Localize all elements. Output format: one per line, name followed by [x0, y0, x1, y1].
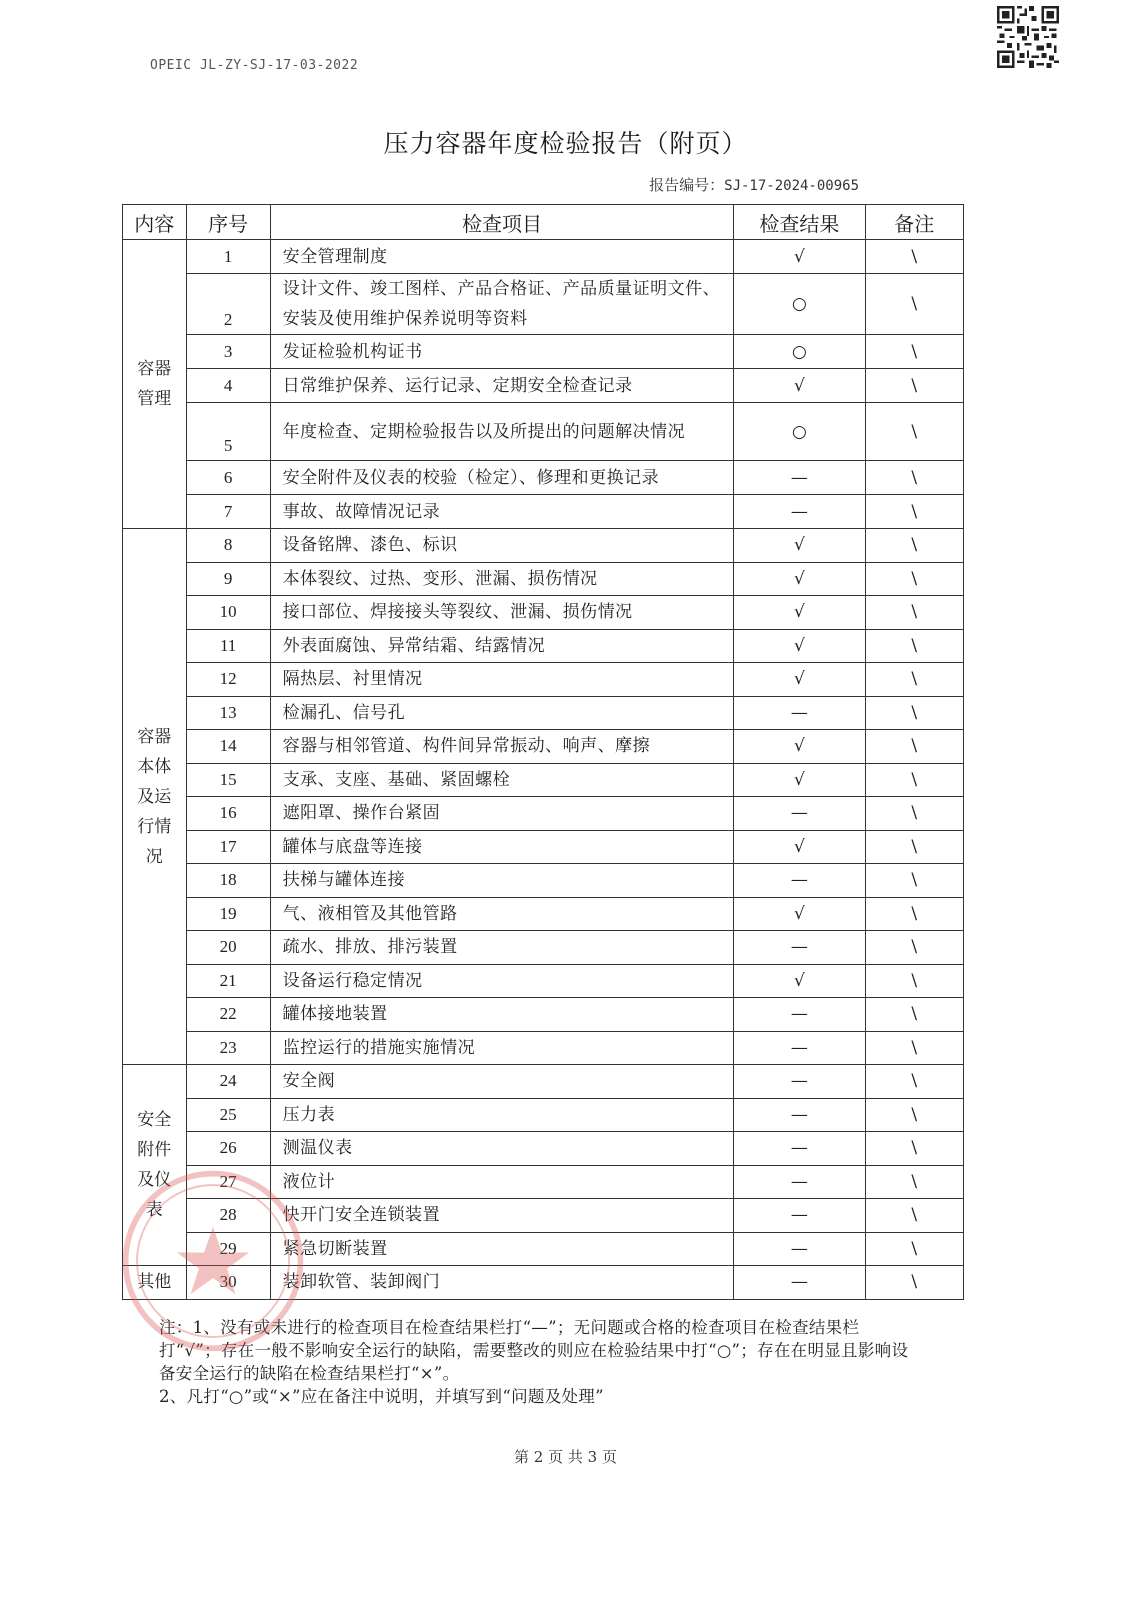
inspection-item: 安全附件及仪表的校验（检定）、修理和更换记录 — [270, 461, 734, 495]
column-header-number: 序号 — [186, 205, 270, 240]
row-number: 8 — [186, 529, 270, 563]
row-number: 28 — [186, 1199, 270, 1233]
row-number: 1 — [186, 240, 270, 274]
inspection-item: 发证检验机构证书 — [270, 335, 734, 369]
remark-cell: \ — [865, 696, 964, 730]
row-number: 22 — [186, 998, 270, 1032]
report-number-label: 报告编号： — [649, 176, 725, 194]
inspection-result: — — [734, 797, 865, 831]
inspection-item: 监控运行的措施实施情况 — [270, 1031, 734, 1065]
inspection-item: 日常维护保养、运行记录、定期安全检查记录 — [270, 369, 734, 403]
inspection-item: 快开门安全连锁装置 — [270, 1199, 734, 1233]
remark-cell: \ — [865, 830, 964, 864]
inspection-result: — — [734, 1031, 865, 1065]
inspection-result: — — [734, 1065, 865, 1099]
inspection-result: √ — [734, 730, 865, 764]
column-header-result: 检查结果 — [734, 205, 865, 240]
inspection-result: √ — [734, 663, 865, 697]
page-number: 第 2 页 共 3 页 — [514, 1448, 617, 1466]
remark-cell: \ — [865, 274, 964, 335]
table-row — [123, 1065, 964, 1099]
row-number: 4 — [186, 369, 270, 403]
remark-cell: \ — [865, 797, 964, 831]
table-row — [123, 562, 964, 596]
row-number: 10 — [186, 596, 270, 630]
inspection-result: √ — [734, 897, 865, 931]
inspection-item: 检漏孔、信号孔 — [270, 696, 734, 730]
inspection-item: 压力表 — [270, 1098, 734, 1132]
inspection-item: 疏水、排放、排污装置 — [270, 931, 734, 965]
note-line-2: 2、凡打“○”或“×”应在备注中说明，并填写到“问题及处理” — [159, 1387, 604, 1406]
row-number: 29 — [186, 1232, 270, 1266]
inspection-result: ○ — [734, 335, 865, 369]
inspection-item: 设备铭牌、漆色、标识 — [270, 529, 734, 563]
inspection-result: ○ — [734, 403, 865, 461]
row-number: 24 — [186, 1065, 270, 1099]
row-number: 30 — [186, 1266, 270, 1300]
inspection-result: √ — [734, 596, 865, 630]
remark-cell: \ — [865, 663, 964, 697]
remark-cell: \ — [865, 335, 964, 369]
inspection-result: ○ — [734, 274, 865, 335]
remark-cell: \ — [865, 864, 964, 898]
row-number: 23 — [186, 1031, 270, 1065]
inspection-item: 本体裂纹、过热、变形、泄漏、损伤情况 — [270, 562, 734, 596]
inspection-result: — — [734, 696, 865, 730]
inspection-item: 支承、支座、基础、紧固螺栓 — [270, 763, 734, 797]
remark-cell: \ — [865, 763, 964, 797]
row-number: 3 — [186, 335, 270, 369]
row-number: 17 — [186, 830, 270, 864]
inspection-result: √ — [734, 369, 865, 403]
remark-cell: \ — [865, 1065, 964, 1099]
table-row — [123, 730, 964, 764]
inspection-item: 液位计 — [270, 1165, 734, 1199]
table-row — [123, 931, 964, 965]
inspection-item: 事故、故障情况记录 — [270, 495, 734, 529]
inspection-item: 紧急切断装置 — [270, 1232, 734, 1266]
page-title: 压力容器年度检验报告（附页） — [383, 129, 748, 158]
remark-cell: \ — [865, 369, 964, 403]
inspection-result: √ — [734, 529, 865, 563]
remark-cell: \ — [865, 1199, 964, 1233]
remark-cell: \ — [865, 1232, 964, 1266]
inspection-result: — — [734, 998, 865, 1032]
remark-cell: \ — [865, 461, 964, 495]
table-row — [123, 763, 964, 797]
table-row — [123, 1199, 964, 1233]
inspection-item: 罐体与底盘等连接 — [270, 830, 734, 864]
row-number: 27 — [186, 1165, 270, 1199]
document-code: OPEIC JL-ZY-SJ-17-03-2022 — [150, 58, 359, 73]
row-number: 15 — [186, 763, 270, 797]
inspection-item: 接口部位、焊接接头等裂纹、泄漏、损伤情况 — [270, 596, 734, 630]
inspection-result: √ — [734, 964, 865, 998]
table-row — [123, 797, 964, 831]
inspection-item: 遮阳罩、操作台紧固 — [270, 797, 734, 831]
row-number: 14 — [186, 730, 270, 764]
remark-cell: \ — [865, 998, 964, 1032]
category-cell: 容器管理 — [123, 240, 187, 529]
inspection-result: — — [734, 1232, 865, 1266]
remark-cell: \ — [865, 1165, 964, 1199]
table-row — [123, 663, 964, 697]
inspection-item: 设计文件、竣工图样、产品合格证、产品质量证明文件、安装及使用维护保养说明等资料 — [270, 274, 734, 335]
inspection-item: 年度检查、定期检验报告以及所提出的问题解决情况 — [270, 403, 734, 461]
table-row — [123, 897, 964, 931]
row-number: 5 — [186, 403, 270, 461]
notes — [159, 1316, 919, 1408]
row-number: 6 — [186, 461, 270, 495]
category-cell: 容器本体及运行情况 — [123, 529, 187, 1065]
qr-code-icon — [997, 6, 1059, 68]
report-number-value: SJ-17-2024-00965 — [724, 178, 859, 194]
table-row — [123, 369, 964, 403]
table-row — [123, 240, 964, 274]
remark-cell: \ — [865, 596, 964, 630]
inspection-result: √ — [734, 629, 865, 663]
inspection-item: 设备运行稳定情况 — [270, 964, 734, 998]
remark-cell: \ — [865, 562, 964, 596]
inspection-item: 外表面腐蚀、异常结霜、结露情况 — [270, 629, 734, 663]
row-number: 12 — [186, 663, 270, 697]
inspection-result: — — [734, 1132, 865, 1166]
remark-cell: \ — [865, 1098, 964, 1132]
inspection-result: √ — [734, 830, 865, 864]
table-row — [123, 335, 964, 369]
table-row — [123, 495, 964, 529]
table-row — [123, 998, 964, 1032]
inspection-result: — — [734, 495, 865, 529]
inspection-item: 容器与相邻管道、构件间异常振动、响声、摩擦 — [270, 730, 734, 764]
row-number: 25 — [186, 1098, 270, 1132]
remark-cell: \ — [865, 1132, 964, 1166]
table-header-row — [123, 205, 964, 240]
inspection-item: 安全管理制度 — [270, 240, 734, 274]
table-row — [123, 461, 964, 495]
remark-cell: \ — [865, 964, 964, 998]
inspection-result: — — [734, 1199, 865, 1233]
category-cell: 安全附件及仪表 — [123, 1065, 187, 1266]
inspection-result: — — [734, 931, 865, 965]
inspection-item: 隔热层、衬里情况 — [270, 663, 734, 697]
inspection-result: — — [734, 864, 865, 898]
inspection-item: 测温仪表 — [270, 1132, 734, 1166]
inspection-item: 罐体接地装置 — [270, 998, 734, 1032]
table-row — [123, 1232, 964, 1266]
table-row — [123, 1098, 964, 1132]
inspection-result: — — [734, 1098, 865, 1132]
inspection-result: √ — [734, 763, 865, 797]
inspection-result: √ — [734, 240, 865, 274]
remark-cell: \ — [865, 1266, 964, 1300]
remark-cell: \ — [865, 897, 964, 931]
table-row — [123, 596, 964, 630]
row-number: 18 — [186, 864, 270, 898]
remark-cell: \ — [865, 629, 964, 663]
column-header-content: 内容 — [123, 205, 187, 240]
row-number: 13 — [186, 696, 270, 730]
remark-cell: \ — [865, 403, 964, 461]
remark-cell: \ — [865, 495, 964, 529]
row-number: 21 — [186, 964, 270, 998]
inspection-item: 安全阀 — [270, 1065, 734, 1099]
inspection-item: 扶梯与罐体连接 — [270, 864, 734, 898]
inspection-result: — — [734, 1165, 865, 1199]
row-number: 2 — [186, 274, 270, 335]
report-number — [649, 174, 859, 195]
remark-cell: \ — [865, 730, 964, 764]
column-header-item: 检查项目 — [270, 205, 734, 240]
inspection-item: 装卸软管、装卸阀门 — [270, 1266, 734, 1300]
table-row — [123, 1266, 964, 1300]
row-number: 26 — [186, 1132, 270, 1166]
table-row — [123, 1031, 964, 1065]
inspection-result: — — [734, 461, 865, 495]
inspection-table — [122, 204, 964, 1300]
remark-cell: \ — [865, 529, 964, 563]
remark-cell: \ — [865, 240, 964, 274]
table-row — [123, 403, 964, 461]
remark-cell: \ — [865, 931, 964, 965]
row-number: 20 — [186, 931, 270, 965]
row-number: 19 — [186, 897, 270, 931]
table-row — [123, 529, 964, 563]
row-number: 16 — [186, 797, 270, 831]
table-row — [123, 1165, 964, 1199]
row-number: 9 — [186, 562, 270, 596]
table-row — [123, 274, 964, 335]
table-row — [123, 1132, 964, 1166]
row-number: 11 — [186, 629, 270, 663]
row-number: 7 — [186, 495, 270, 529]
note-line-1: 注：1、没有或未进行的检查项目在检查结果栏打“—”；无问题或合格的检查项目在检查结果栏打“√”；存在一般不影响安全运行的缺陷，需要整改的则应在检验结果中打“○”；存在在明显且影响设备安全运行的缺陷在检查结果栏打“×”。 — [159, 1318, 909, 1383]
table-row — [123, 864, 964, 898]
column-header-remark: 备注 — [865, 205, 964, 240]
inspection-result: — — [734, 1266, 865, 1300]
inspection-result: √ — [734, 562, 865, 596]
table-row — [123, 964, 964, 998]
remark-cell: \ — [865, 1031, 964, 1065]
table-row — [123, 629, 964, 663]
table-row — [123, 696, 964, 730]
category-cell: 其他 — [123, 1266, 187, 1300]
table-row — [123, 830, 964, 864]
inspection-item: 气、液相管及其他管路 — [270, 897, 734, 931]
